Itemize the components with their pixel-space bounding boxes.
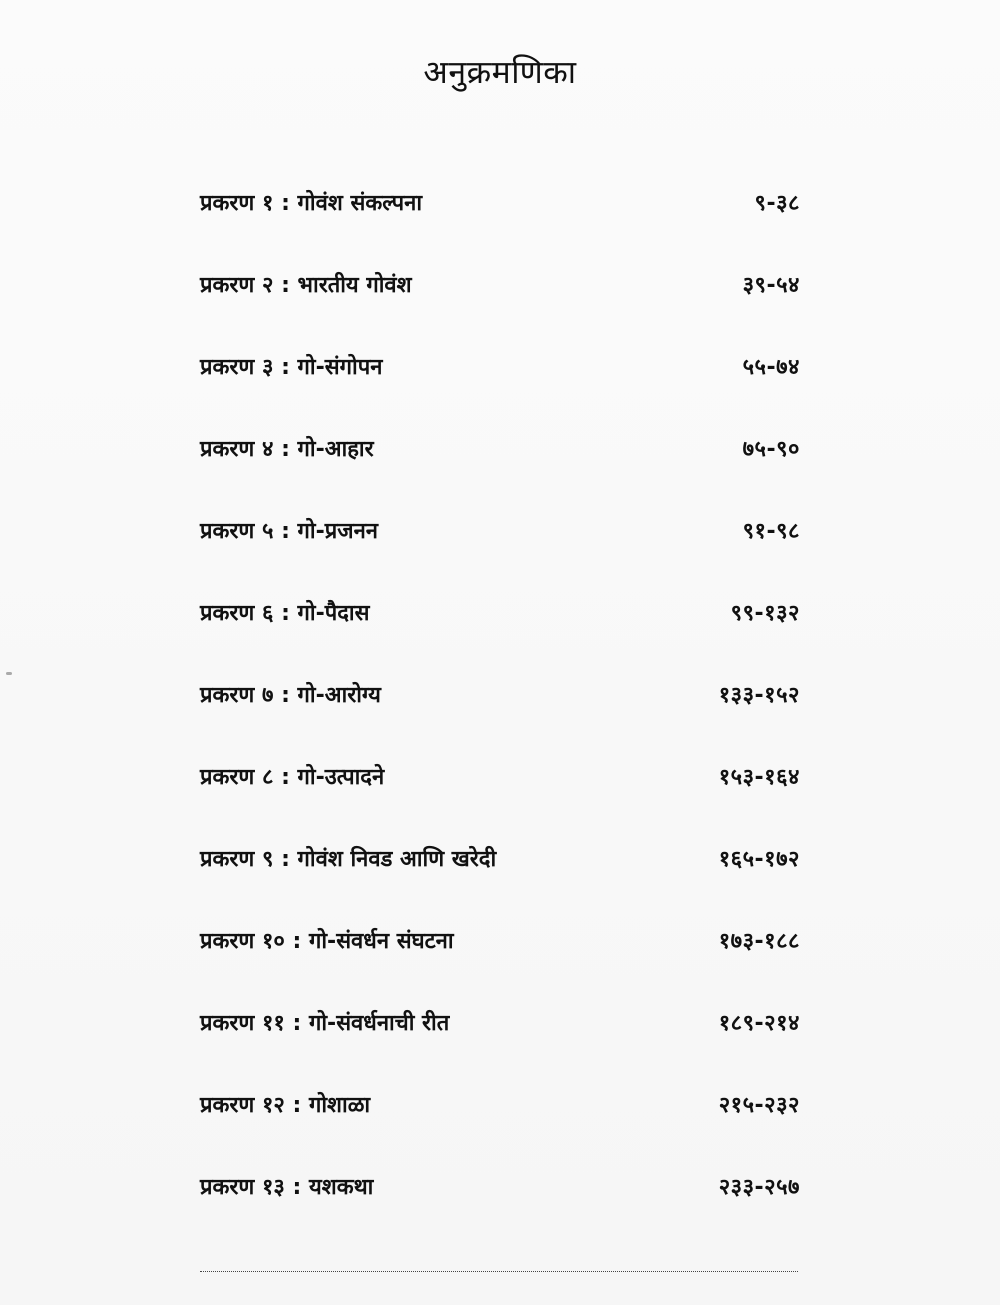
toc-entry-label: प्रकरण ७ : गो-आरोग्य: [200, 683, 381, 708]
toc-entry: [200, 344, 800, 388]
toc-entry: [200, 1000, 800, 1044]
toc-entry: [200, 672, 800, 716]
toc-entry-pages: ९-३८: [754, 191, 800, 216]
toc-entry: [200, 426, 800, 470]
toc-entry: [200, 754, 800, 798]
toc-entry: [200, 508, 800, 552]
toc-entry-label: प्रकरण ८ : गो-उत्पादने: [200, 765, 385, 790]
toc-entry-pages: ७५-९०: [742, 437, 800, 462]
toc-entry: [200, 836, 800, 880]
toc-entry: [200, 262, 800, 306]
toc-entry-label: प्रकरण ४ : गो-आहार: [200, 437, 374, 462]
toc-entry: [200, 1082, 800, 1126]
toc-entry-pages: ९१-९८: [742, 519, 800, 544]
toc-entry-pages: १७३-१८८: [718, 929, 800, 954]
toc-entry-label: प्रकरण ६ : गो-पैदास: [200, 601, 370, 626]
toc-entry-label: प्रकरण १३ : यशकथा: [200, 1175, 374, 1200]
toc-entry-pages: १३३-१५२: [718, 683, 800, 708]
toc-entry-pages: ९९-१३२: [730, 601, 800, 626]
toc-entry-label: प्रकरण ११ : गो-संवर्धनाची रीत: [200, 1011, 450, 1036]
toc-entry-label: प्रकरण १२ : गोशाळा: [200, 1093, 371, 1118]
page-title: अनुक्रमणिका: [423, 53, 577, 91]
footer-dotted-rule: [200, 1271, 798, 1272]
scan-speck: [6, 672, 12, 675]
toc-entry: [200, 590, 800, 634]
toc-entry: [200, 180, 800, 224]
toc-entry-pages: ३९-५४: [742, 273, 800, 298]
toc-entry: [200, 918, 800, 962]
toc-entry-label: प्रकरण ५ : गो-प्रजनन: [200, 519, 379, 544]
toc-entry-pages: १६५-१७२: [718, 847, 800, 872]
toc-entry-label: प्रकरण १ : गोवंश संकल्पना: [200, 191, 423, 216]
toc-entry-label: प्रकरण ९ : गोवंश निवड आणि खरेदी: [200, 847, 497, 872]
toc-entry-label: प्रकरण १० : गो-संवर्धन संघटना: [200, 929, 454, 954]
toc-entry-pages: २१५-२३२: [718, 1093, 800, 1118]
toc-entry-label: प्रकरण २ : भारतीय गोवंश: [200, 273, 412, 298]
toc-entry-pages: ५५-७४: [742, 355, 800, 380]
toc-entry-pages: २३३-२५७: [718, 1175, 800, 1200]
toc-entry-label: प्रकरण ३ : गो-संगोपन: [200, 355, 383, 380]
toc-entry: [200, 1164, 800, 1208]
toc-entry-pages: १८९-२१४: [718, 1011, 800, 1036]
toc-entry-pages: १५३-१६४: [718, 765, 800, 790]
